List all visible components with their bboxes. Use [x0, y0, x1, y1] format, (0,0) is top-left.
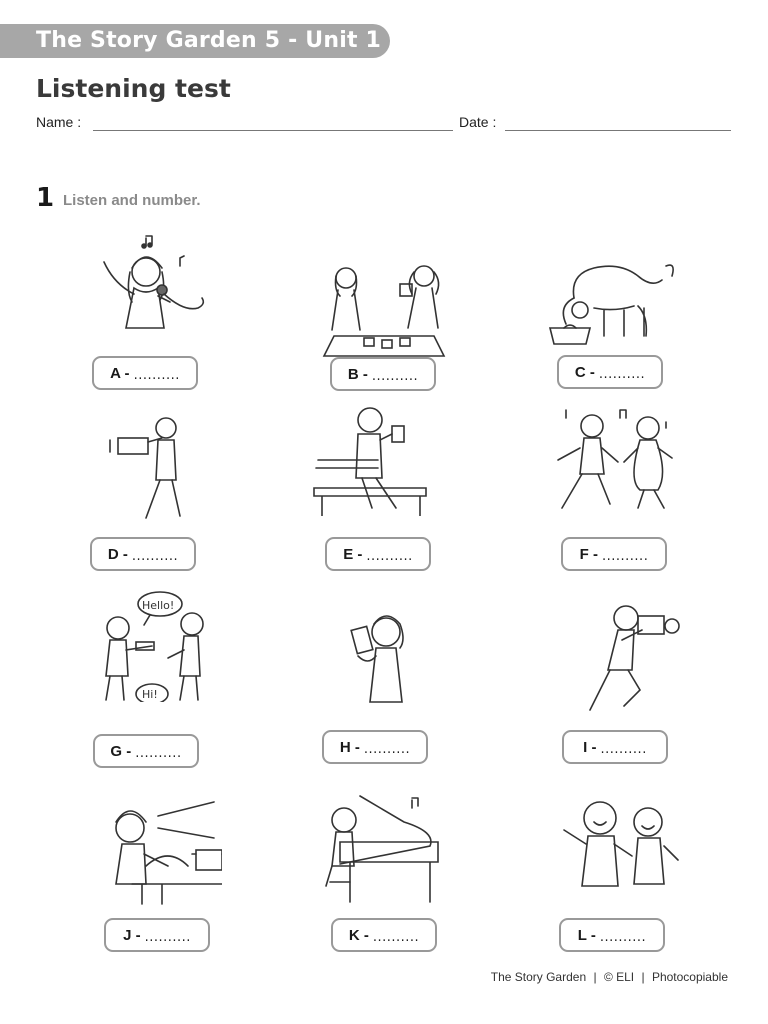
- answer-box-e[interactable]: [325, 537, 431, 571]
- answer-box-k[interactable]: [331, 918, 437, 952]
- answer-blank: ..........: [133, 367, 180, 383]
- answer-blank: ..........: [135, 745, 182, 761]
- item-letter: G -: [110, 742, 132, 760]
- answer-box-h[interactable]: [322, 730, 428, 764]
- talking-kids-icon: [554, 796, 684, 908]
- dancing-kids-icon: [546, 404, 676, 516]
- item-letter: A -: [110, 364, 130, 382]
- item-letter: B -: [347, 365, 368, 383]
- footer-brand: The Story Garden: [490, 970, 587, 984]
- date-label: Date :: [459, 114, 497, 130]
- date-field[interactable]: [505, 130, 731, 131]
- item-letter: K -: [348, 926, 369, 944]
- page-title: Listening test: [36, 74, 231, 103]
- answer-box-f[interactable]: [561, 537, 667, 571]
- board-game-icon: [320, 258, 450, 370]
- unit-banner: [0, 24, 390, 58]
- answer-blank: ..........: [602, 548, 649, 564]
- name-field[interactable]: [93, 130, 453, 131]
- dog-icon: [544, 248, 674, 360]
- answer-blank: ..........: [598, 366, 646, 382]
- answer-blank: ..........: [363, 741, 411, 757]
- footer-separator: |: [641, 970, 645, 984]
- singing-girl-icon: [84, 228, 214, 340]
- page-footer: [489, 970, 730, 984]
- banner-text: The Story Garden 5 - Unit 1: [36, 28, 382, 53]
- item-letter: I -: [583, 738, 597, 756]
- answer-blank: ..........: [372, 929, 420, 945]
- answer-blank: ..........: [144, 929, 191, 945]
- name-label: Name :: [36, 114, 82, 130]
- boy-on-bench-icon: [312, 404, 442, 516]
- item-letter: F -: [579, 545, 598, 563]
- exercise-number: 1: [36, 183, 55, 213]
- greeting-kids-icon: [80, 590, 210, 702]
- answer-box-a[interactable]: [92, 356, 198, 390]
- svg-text:Hi!: Hi!: [142, 688, 158, 701]
- item-letter: H -: [339, 738, 360, 756]
- answer-blank: ..........: [131, 548, 179, 564]
- answer-box-b[interactable]: [330, 357, 436, 391]
- item-letter: E -: [343, 545, 363, 563]
- girl-with-phone-icon: [318, 606, 448, 718]
- answer-blank: ..........: [366, 548, 413, 564]
- item-letter: L -: [577, 926, 596, 944]
- piano-girl-icon: [310, 794, 440, 906]
- answer-blank: ..........: [600, 741, 647, 757]
- item-letter: D -: [107, 545, 128, 563]
- photographer-icon: [562, 600, 692, 712]
- footer-note: Photocopiable: [651, 970, 728, 984]
- item-letter: J -: [123, 926, 141, 944]
- answer-box-g[interactable]: [93, 734, 199, 768]
- answer-box-j[interactable]: [104, 918, 210, 952]
- item-letter: C -: [574, 363, 595, 381]
- video-camera-boy-icon: [100, 412, 230, 524]
- answer-blank: ..........: [371, 368, 419, 384]
- answer-box-d[interactable]: [90, 537, 196, 571]
- exercise-instruction: Listen and number.: [63, 192, 201, 209]
- footer-copyright: © ELI: [603, 970, 635, 984]
- answer-box-i[interactable]: [562, 730, 668, 764]
- answer-box-c[interactable]: [557, 355, 663, 389]
- cooking-boy-icon: [92, 798, 222, 910]
- svg-text:Hello!: Hello!: [142, 599, 175, 612]
- answer-box-l[interactable]: [559, 918, 665, 952]
- footer-separator: |: [593, 970, 597, 984]
- answer-blank: ..........: [599, 929, 647, 945]
